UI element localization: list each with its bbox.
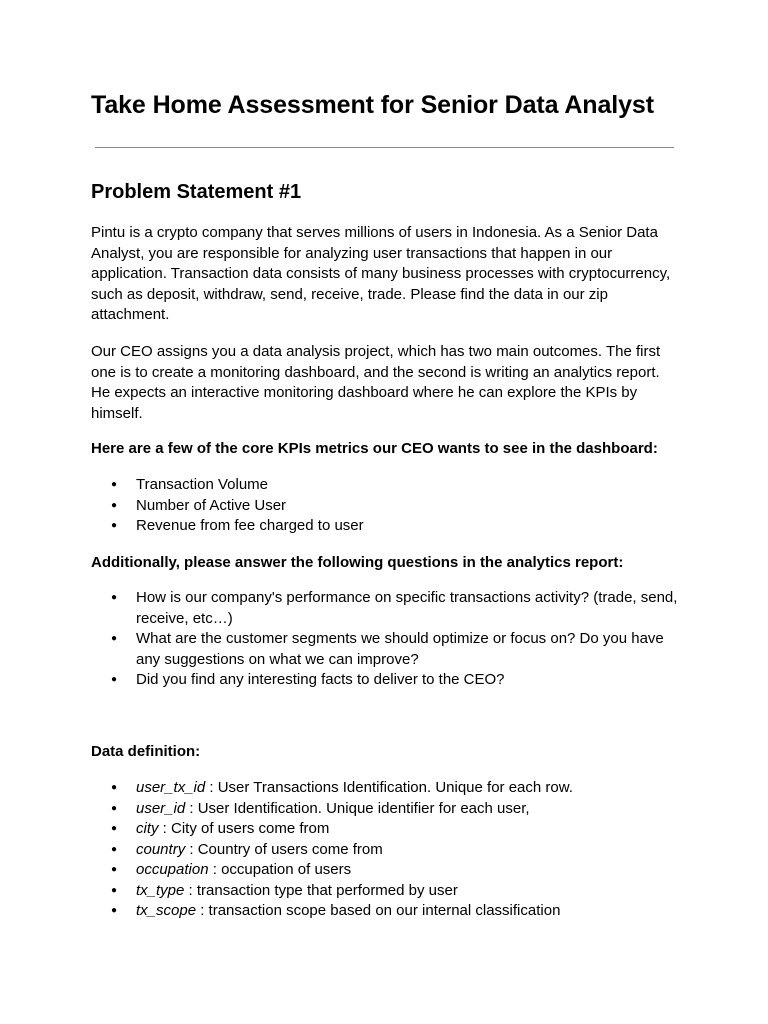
question-item: ● Did you find any interesting facts to deliver to the CEO? (91, 670, 681, 691)
field-description: : City of users come from (158, 820, 330, 837)
kpi-list-block (91, 475, 681, 537)
horizontal-divider (95, 147, 674, 148)
data-field-item (91, 860, 681, 881)
question-item: ● What are the customer segments we should optimize or focus on? Do you have any suggestions on what we can improve? (91, 629, 681, 670)
kpi-item: ● Transaction Volume (91, 475, 681, 496)
kpi-heading-block (91, 439, 681, 460)
field-description: : Country of users come from (185, 840, 383, 858)
intro-paragraph (91, 223, 681, 326)
data-field-item (91, 881, 681, 902)
data-definition-heading-block (91, 742, 681, 763)
data-fields-list (91, 778, 681, 922)
data-field-item (91, 778, 681, 799)
field-description: : User Identification. Unique identifier for each user, (185, 799, 530, 817)
data-field-item (91, 799, 681, 820)
field-name: occupation (136, 861, 209, 878)
kpi-heading: Here are a few of the core KPIs metrics our CEO wants to see in the dashboard: (91, 440, 658, 457)
ceo-paragraph (91, 342, 681, 424)
data-definition-heading: Data definition: (91, 743, 201, 760)
paragraph-1: Pintu is a crypto company that serves millions of users in Indonesia. As a Senior Data Analyst, you are responsible for analyzing user transactions that happen in our application. Transaction data consists of many business processes with cryptocurrency, such as deposit, withdraw, send, receive, trade. Please find the data in our zip attachment. (91, 224, 671, 323)
questions-heading: Additionally, please answer the following questions in the analytics report: (91, 554, 624, 571)
field-name: tx_type (136, 881, 185, 899)
field-name: user_id (136, 799, 186, 817)
field-name: country (136, 840, 186, 858)
field-description: : transaction scope based on our internal classification (196, 902, 561, 919)
field-name: city (136, 820, 159, 837)
kpi-item: ● Number of Active User (91, 496, 681, 517)
kpi-list (91, 475, 681, 537)
field-name: user_tx_id (136, 779, 206, 796)
question-item: ● How is our company's performance on specific transactions activity? (trade, send, receive, etc…) (91, 588, 681, 629)
questions-list-block (91, 588, 681, 691)
questions-list (91, 588, 681, 691)
data-field-item (91, 819, 681, 840)
data-field-item (91, 840, 681, 861)
document-title: Take Home Assessment for Senior Data Analyst (91, 91, 654, 119)
field-description: : transaction type that performed by user (184, 881, 458, 899)
field-name: tx_scope (136, 902, 197, 919)
data-fields-block (91, 778, 681, 922)
field-description: : occupation of users (208, 861, 352, 878)
paragraph-2: Our CEO assigns you a data analysis project, which has two main outcomes. The first one is to create a monitoring dashboard, and the second is writing an analytics report. He expects an interactive monitoring dashboard where he can explore the KPIs by himself. (91, 343, 661, 422)
field-description: : User Transactions Identification. Unique for each row. (205, 779, 573, 796)
data-field-item (91, 901, 681, 922)
section-heading: Problem Statement #1 (91, 181, 302, 203)
kpi-item: ● Revenue from fee charged to user (91, 516, 681, 537)
questions-heading-block (91, 553, 681, 574)
